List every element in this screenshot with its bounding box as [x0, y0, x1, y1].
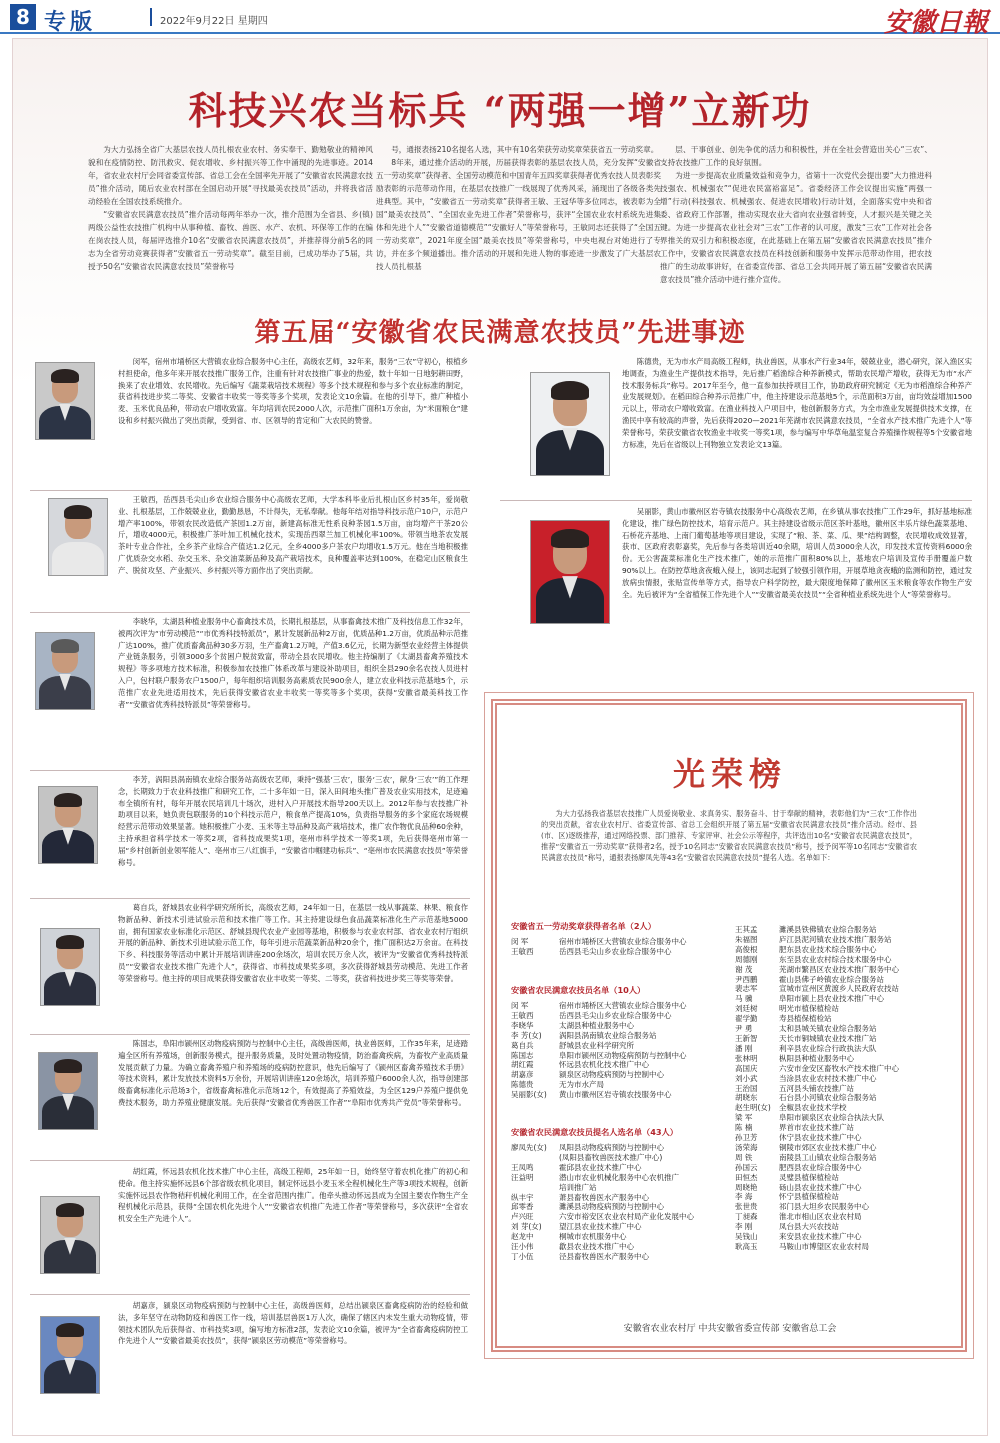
- profile-text: 闵军，宿州市埇桥区大营镇农业综合服务中心主任，高级农艺师，32年来，服务“三农”守初心，根植乡村担使命，他多年来开展农技推广服务工作，注重有针对农技推广事业的热爱，数十年如一日地躬耕田野，换来了农业增效、农民增收。先后编写《蔬菜栽培技术规程》等多个技术规程和参与多个农业标准的制定，获省科技进步奖二等奖、安徽省丰收奖一等奖等多个奖项，发表论文10余篇。在他的引导下，推广种植小麦、玉米优良品种，带动农户增收致富。年均培训农民2000人次，示范推广面积1万余亩，为“米面粮仓”建设和乡村振兴做出了突出贡献，受到省、市、区领导的肯定和广大农民的赞誉。: [118, 357, 468, 425]
- profile-text: 陈国志，阜阳市颍州区动物疫病预防与控制中心主任，高级兽医师，执业兽医师，工作35年来，足迹踏遍全区所有养殖场，创新服务模式，提升服务质量，及时处置动物疫情，防治畜禽疾病，为畜牧产业高质量发展贡献了力量。为确立畜禽养殖户和养殖场的疫病防控意识，他先后编写了《颍州区畜禽养殖技术手册》等技术资料，累计发放技术资料5万余份，开展培训讲座120余场次，培训养殖户6000余人次，指导创建部级畜禽标准化示范场3个，省级畜禽标准化示范场12个，有效提高了养殖效益，为全区129户养殖户提供免费技术服务，助力养殖业健康发展。先后获得“安徽省优秀兽医工作者”“阜阳市优秀共产党员”等荣誉称号。: [118, 1039, 468, 1107]
- roster-row: [511, 1080, 687, 1090]
- roster-row: [511, 937, 687, 947]
- roster-row: [735, 1173, 899, 1183]
- roster-name: 王新智: [735, 1033, 758, 1043]
- roster-organization: 淮北市相山区农业农村局: [779, 1212, 862, 1222]
- roster-row: [511, 1143, 694, 1153]
- roster-row: [735, 1153, 899, 1163]
- roster-row: [735, 935, 899, 945]
- roster-organization: 霍山县佛子岭镇农业综合服务站: [779, 974, 884, 984]
- profile-divider: [30, 490, 470, 491]
- section-name: 专版: [44, 10, 97, 35]
- roster-organization: 砀山县农业技术推广中心: [779, 1182, 862, 1192]
- roster-organization: 涡阳县涡南镇农业综合服务站: [559, 1030, 657, 1040]
- roster-row: [511, 1163, 694, 1173]
- roster-row: [511, 1001, 687, 1011]
- roster-name: 汪益明: [511, 1172, 534, 1182]
- profile-text: 陈德贵，无为市水产局高级工程师，执业兽医，从事水产行业34年，兢兢业业，潜心研究，深入渔区实地调查，为渔业生产提供技术指导，先后推广稻渔综合种养新模式，帮助农民增产增收，获得无为市“水产技术服务标兵”称号。2017年至今，他一直参加扶持项目工作，协助政府研究制定《无为市稻渔综合种养产业发展规划》。在稻田综合种养示范推广中，他主持建设示范基地5个，示范面积3万亩，亩均效益增加1500元以上，带动农户增收致富。在渔业科技入户项目中，他创新服务方式，为全市渔业发展提供技术支撑，在渔民中享有较高的声誉，先后获得2020—2021年芜湖市农民满意农技员，“全省水产技术推广先进个人”等荣誉称号，荣获安徽省农牧渔业丰收奖一等奖1项，参与编写中华草龟温室复合养殖操作规程等5个安徽省地方标准，先后在省级以上刊物独立发表论文13篇。: [622, 357, 972, 449]
- roster-name: 陈 楠: [735, 1123, 753, 1133]
- profile-text: 葛自兵，舒城县农业科学研究所所长，高级农艺师，24年如一日，在基层一线从事蔬菜、林果、粮食作物新品种、新技术引进试验示范和技术推广等工作。其主持建设绿色食品蔬菜标准化生产示范基地5000亩，拥有国家农业标准化示范区、舒城县现代农业产业园等基地，积极参与农业农村部、省农业农村厅组织开展的新品种、新技术引进试验示范工作，每年引进示范蔬菜新品种20余个，推广面积达2万余亩。在科技下乡、科技服务等活动中累计开展培训讲座200余场次，培训农民万余人次，被评为“安徽省优秀科技特派员”“安徽省农业技术推广先进个人”，获得省、市科技成果奖多项，多次获得舒城县劳动模范、先进工作者等荣誉称号。他主持的项目成果获得安徽省农业丰收奖一等奖、二等奖，获省科技进步奖三等奖等荣誉。: [118, 903, 468, 983]
- satisfied-list: [511, 1001, 687, 1100]
- roster-organization: 当涂县农业农村技术推广中心: [779, 1073, 877, 1083]
- roster-row: [511, 1011, 687, 1021]
- roster-name: 王凤鸣: [511, 1162, 534, 1172]
- profile-text: 胡红霞，怀远县农机化技术推广中心主任，高级工程师，25年如一日，始终坚守着农机化推广的初心和使命。他主持实施怀远县6个部省级农机化项目，制定怀远县小麦玉米全程机械化生产等3项技术规程，创新实施怀远县农作物秸秆机械化利用工作，在全省范围内推广。他牵头推动怀远县成为全国主要农作物生产全程机械化示范县，获得“全国农机化先进个人”“安徽省农机推广先进工作者”等荣誉称号，多次获评“全省农机安全生产先进个人”。: [118, 1167, 468, 1224]
- roster-name: 赵龙中: [511, 1232, 534, 1242]
- roster-organization: 岳西县毛尖山乡农业综合服务中心: [559, 946, 672, 956]
- portrait-photo: [48, 498, 108, 576]
- roster-row: [511, 1232, 694, 1242]
- roster-organization: 颍泉区动物疫病预防与控制中心: [559, 1070, 664, 1080]
- profile-text: 胡嘉彦，颍泉区动物疫病预防与控制中心主任，高级兽医师，总结出颍泉区畜禽疫病防治的经验和做法，多年坚守在动物防疫和兽医工作一线，培训基层兽医1万人次，确保了辖区内未发生重大动物疫情，带领技术团队先后获得省、市科技奖3项，编写地方标准2部，发表论文10余篇，被评为“全省畜禽疫病防控工作先进个人”“安徽省最美农技员”，获得“颍泉区劳动模范”等荣誉称号。: [118, 1301, 468, 1346]
- roster-row: [735, 925, 899, 935]
- roster-row: [511, 1252, 694, 1262]
- roster-name: 刘 芽(女): [511, 1222, 542, 1232]
- roster-organization: 肥东县农业技术综合服务中心: [779, 944, 877, 954]
- roster-organization: 舒城县农业科学研究所: [559, 1040, 634, 1050]
- roster-row: [511, 1041, 687, 1051]
- portrait-photo: [40, 928, 100, 1006]
- roster-row: [735, 1103, 899, 1113]
- portrait-photo: [38, 1052, 98, 1130]
- roster-name: 王其孟: [735, 925, 758, 934]
- intro-column-3: [660, 143, 932, 286]
- roster-row: [735, 1093, 899, 1103]
- honor-roll-title: 光荣榜: [672, 755, 787, 793]
- roster-row: [735, 984, 899, 994]
- roster-name: 胡晓东: [735, 1093, 758, 1103]
- roster-organization: 六安市金安区畜牧水产技术推广中心: [779, 1063, 899, 1073]
- roster-row: [735, 1054, 899, 1064]
- roster-organization: 宣城市宣州区黄渡乡人民政府农技站: [779, 984, 899, 994]
- roster-name: 赵生明(女): [735, 1103, 771, 1113]
- roster-name: 高国庆: [735, 1063, 758, 1073]
- roster-row: [511, 1021, 687, 1031]
- roster-organization: 祁门县大坦乡农民服务中心: [779, 1202, 869, 1212]
- satisfied-heading: 安徽省农民满意农技员名单（10人）: [511, 985, 646, 995]
- roster-name: 陈国志: [511, 1050, 534, 1060]
- roster-row: [735, 1212, 899, 1222]
- profile-text: 王敏西，岳西县毛尖山乡农业综合服务中心高级农艺师，大学本科毕业后扎根山区乡村35年，爱岗敬业、扎根基层，工作兢兢业业，勤勤恳恳，不计得失，无私奉献。他每年结对指导科技示范户10户，示范户增产率100%，带领农民改造低产茶园1.2万亩，新建高标准无性系良种茶园1.5万亩，亩均增产干茶20公斤，增收4000元，积极推广茶叶加工机械化技术，实现岳西翠兰加工机械化率100%。带领当地茶农发展茶叶专业合作社，全乡茶产业综合产值达1.2亿元，全乡4000多户茶农户均增收1.5万元。他在当地积极推广优质杂交水稻、杂交玉米、杂交油菜新品种及高产栽培技术，良种覆盖率达到100%，在稳定山区粮食生产、脱贫攻坚、产业振兴、乡村振兴等方面作出了突出贡献。: [118, 495, 468, 575]
- intro-paragraph: 为大力弘扬全省广大基层农技人员扎根农业农村、务实奉干、勤勉敬业的精神风貌和在疫情防控、防汛救灾、促农增收、乡村振兴等工作中涌现的先进事迹。2014年，省农业农村厅会同省委宣传部、省总工会在全国率先开展了“安徽省农民满意农技员”推介活动，随后农业农村部在全国启动开展“寻找最美农技员”活动，并将我省活动经验在全国农技系统推介。: [88, 145, 373, 206]
- roster-name: 耿高玉: [735, 1242, 758, 1251]
- roster-row: [735, 1192, 899, 1202]
- roster-name: 闵 军: [511, 937, 529, 946]
- roster-row: [511, 1222, 694, 1232]
- roster-name: 周德刚: [735, 954, 758, 964]
- masthead: [0, 0, 1000, 38]
- roster-row: [735, 1143, 899, 1153]
- portrait-photo: [38, 786, 98, 864]
- intro-paragraph: 层、干事创业、创先争优的活力和积极性，并在全社会营造出关心“三农”、支持农技推广工作的良好氛围。: [660, 145, 932, 167]
- roster-name: 闵 军: [511, 1001, 529, 1010]
- roster-organization: 全椒县农业技术学校: [779, 1103, 847, 1113]
- roster-organization: 南陵县工山镇农业综合服务站: [779, 1152, 877, 1162]
- intro-column-1: [88, 143, 373, 273]
- nominee-heading: 安徽省农民满意农技员提名人选名单（43人）: [511, 1127, 678, 1137]
- roster-organization: 濉溪县动物疫病预防与控制中心: [559, 1202, 664, 1212]
- honor-roll: [484, 692, 974, 1359]
- roster-name: 吴丽影(女): [511, 1090, 547, 1100]
- roster-name: 刘廷树: [735, 1004, 758, 1014]
- roster-row: [511, 1242, 694, 1252]
- section-subheading: 第五届“安徽省农民满意农技员”先进事迹: [254, 318, 746, 348]
- roster-organization: 马鞍山市博望区农业农村局: [779, 1242, 869, 1251]
- roster-row: [735, 1034, 899, 1044]
- profile-divider: [500, 500, 972, 501]
- roster-name: 汤荣海: [735, 1142, 758, 1152]
- labor-medal-list: [511, 937, 687, 957]
- roster-organization: 石台县小河镇农业综合服务站: [779, 1093, 877, 1103]
- roster-organization: 庐江县泥河镇农业技术推广服务站: [779, 934, 892, 944]
- roster-name: 梁 军: [735, 1113, 753, 1123]
- roster-row: [735, 1064, 899, 1074]
- roster-organization: 濉溪县铁佛镇农业综合服务站: [779, 925, 877, 934]
- roster-organization: 歙县农业技术推广中心: [559, 1242, 634, 1252]
- roster-row: [735, 975, 899, 985]
- roster-organization: 东至县农业农村综合技术服务中心: [779, 954, 892, 964]
- roster-row: [735, 994, 899, 1004]
- portrait-photo: [35, 362, 95, 440]
- roster-organization: 太湖县种植业服务中心: [559, 1020, 634, 1030]
- intro-paragraph: 为进一步提高农业质量效益和竞争力，省第十一次党代会提出要“大力推进科技强农、机械强农”“促进农民富裕富足”。省委经济工作会议提出实施“两强一增”行动(科技强农、机械强农、促进农民增收)行动计划，全面落实党中央和省委、省政府工作部署，推动实现农业大省向农业强省转变，人才振兴是关键之关键。为进一步提高农业社会对“三农”工作者的认可度，激发“三农”工作对社会各界推关的双引力和积极态度，在此基础上在第五届“安徽省农民满意农技员”推介工作中，安徽省农民满意农技员在科技创新和服务中发挥示范带动作用，把农技推广的生动故事讲好，在省委宣传部、省总工会共同开展了第五届“安徽省农民满意农技员”推介活动中进行推介宣传。: [660, 171, 932, 284]
- roster-organization: 望江县农业技术推广中心: [559, 1222, 642, 1232]
- roster-name: 王治国: [735, 1083, 758, 1093]
- roster-row: [735, 1183, 899, 1193]
- roster-name: 李晓华: [511, 1020, 534, 1030]
- roster-organization: 凤阳县动物疫病预防与控制中心: [559, 1143, 664, 1152]
- roster-row: [735, 1202, 899, 1212]
- roster-name: 胡嘉彦: [511, 1070, 534, 1080]
- roster-name: 周晓艳: [735, 1182, 758, 1192]
- profile-divider: [30, 612, 470, 613]
- intro-paragraph: 8年来，通过推介活动的开展，历届获得表彰的基层农技人员，充分发挥“安徽省五一劳动奖章”获得者、全国劳动模范和中国青年五四奖章获得者优秀农技人员表彰奖励表彰的示范带动作用，在基层农技推广一线展现了优秀风采，涌现出了各级各类先进典型。其中，“安徽省五一劳动奖章”获得者王敏、王冠华等多位同志，被表彰为全国“最美农技员”、“全国农业先进工作者”荣誉称号，获评“全国农业农村系统先进集体和先进个人”“安徽省道德模范”“安徽好人”等荣誉称号，王敏同志还获得了“全国五一劳动奖章”，2021年度全国“最美农技员”等荣誉称号，中央电视台对她进行了专访，并在多个频道播出。推介活动的开展和先进人物的事迹进一步激发了广大基层农技人员扎根基: [376, 158, 661, 271]
- intro-column-2: [376, 143, 661, 273]
- portrait-photo: [530, 520, 610, 624]
- roster-organization: 黄山市徽州区岩寺镇农技服务中心: [559, 1090, 672, 1100]
- roster-row: [511, 1173, 694, 1183]
- roster-organization: 凤台县大兴农技站: [779, 1222, 839, 1232]
- roster-organization: 灵璧县植保植检站: [779, 1172, 839, 1182]
- roster-row: [735, 965, 899, 975]
- roster-organization: 明光市植保植检站: [779, 1004, 839, 1014]
- roster-row: [735, 1113, 899, 1123]
- roster-name: 胡红霞: [511, 1060, 534, 1070]
- roster-organization: 利辛县农业综合行政执法大队: [779, 1043, 877, 1053]
- honor-roll-footer: 安徽省农业农村厅 中共安徽省委宣传部 安徽省总工会: [623, 1324, 837, 1334]
- roster-name: 张世贵: [735, 1202, 758, 1212]
- roster-name: 丁昶森: [735, 1212, 758, 1222]
- roster-name: 朱福图: [735, 934, 758, 944]
- labor-medal-heading: 安徽省五一劳动奖章获得者名单（2人）: [511, 921, 656, 931]
- roster-name: 纵丰宇: [511, 1192, 534, 1202]
- roster-organization: 阜阳市颍泉区农业综合执法大队: [779, 1113, 884, 1123]
- roster-name: [511, 1183, 559, 1193]
- roster-organization: 界首市农业技术推广站: [779, 1123, 854, 1133]
- roster-name: 孙卫芳: [735, 1133, 758, 1143]
- roster-organization: 怀宁县植保植检站: [779, 1192, 839, 1202]
- newspaper-logo: 安徽日報: [883, 8, 988, 38]
- roster-organization: 太和县城关镇农业综合服务站: [779, 1024, 877, 1034]
- profile-divider: [30, 770, 470, 771]
- roster-name: 高俊根: [735, 944, 758, 954]
- roster-organization: 枞阳县种植业服务中心: [779, 1053, 854, 1063]
- roster-name: 卢兴旺: [511, 1212, 534, 1222]
- roster-row: [511, 1212, 694, 1222]
- profile-text: 吴丽影，黄山市徽州区岩寺镇农技服务中心高级农艺师，在乡镇从事农技推广工作29年，抓好基地标准化建设，推广绿色防控技术，培育示范户。其主持建设省级示范区茶叶基地，徽州区丰乐片绿色蔬菜基地、石桥花卉基地、上南门葡萄基地等项目建设，实现了“粮、茶、菜、瓜、果”结构调整，农民增收成效显著，获市、区政府表彰嘉奖，先后参与各类培训近40余期，培训人员3000余人次，印发技术宣传资料6000余份。无公害蔬菜标准化生产技术推广，她的示范推广面积80%以上，基地农户培训及宣传手册覆盖户数90%以上。在防控草地贪夜蛾入侵上，该同志起到了较强引领作用，开展草地贪夜蛾的监测和防控，通过发放病虫情报，张贴宣传单等方式，指导农户科学防控，最大限度地保障了徽州区玉米粮食等农作物生产安全。先后被评为“全省植保工作先进个人”“安徽省最美农技员”“全省种植业系统先进个人”等荣誉称号。: [622, 507, 972, 599]
- roster-organization: 怀远县农机化技术推广中心: [559, 1060, 649, 1070]
- roster-organization: 桐城市农机服务中心: [559, 1232, 627, 1242]
- roster-row: [511, 1090, 687, 1100]
- roster-name: 潘 刚: [735, 1043, 753, 1053]
- roster-name: 汪小伟: [511, 1242, 534, 1252]
- roster-row: [735, 1004, 899, 1014]
- roster-name: 王敏西: [511, 946, 534, 956]
- roster-organization: 来安县农业技术推广中心: [779, 1232, 862, 1242]
- roster-name: [511, 1153, 559, 1163]
- honor-roll-intro: 为大力弘扬我省基层农技推广人员爱岗敬业、求真务实、服务奋斗、甘于奉献的精神，表彰他们为“三农”工作作出的突出贡献，省农业农村厅、省委宣传部、省总工会组织开展了第五届“安徽省农民满意农技员”推介活动。经市、县(市、区)逐级推荐，通过网络投票、部门推荐、专家评审、社会公示等程序，共评选出10名“安徽省农民满意农技员”，推荐“安徽省五一劳动奖章”获得者2名，授予10名同志“安徽省农民满意农技员”称号，授予闵军等10名同志“安徽省农民满意农技员”称号，通报表扬廖凤先等43名“安徽省农民满意农技员”提名人选。名单如下：: [541, 809, 917, 862]
- roster-organization: 铜陵市郊区农业技术推广中心: [779, 1142, 877, 1152]
- profile-text: 李芳，涡阳县涡南镇农业综合服务站高级农艺师，秉持“强基‘三农’，服务‘三农’，献身‘三农’”的工作理念，长期致力于农业科技推广和研究工作，二十多年如一日，深入田间地头推广普及农业实用技术，足迹遍布全镇所有村，每年开展农民培训几十场次，进村入户开展技术指导200天以上。2012年参与农技推广补助项目以来，她负责包联服务的10个科技示范户，粮食单产提高10%，负责指导服务的多个家庭农场规模经营示范带动效果显著。她积极推广小麦、玉米等主导品种及高产栽培技术，推广农作物优良品种60余种，主持承担省科学技术一等奖2项，省科技成果奖1项，亳州市科学技术一等奖1项，先后获得亳州市第一届“乡村创新创业领军能人”、亳州市三八红旗手，“安徽省巾帼建功标兵”、“亳州市农民满意农技员”等荣誉称号。: [118, 775, 468, 867]
- roster-row: [511, 1070, 687, 1080]
- roster-row: [735, 1133, 899, 1143]
- intro-paragraph: “安徽省农民满意农技员”推介活动每两年举办一次，推介范围为全省县、乡(镇)两级公益性农技推广机构中从事种植、畜牧、兽医、水产、农机、环保等工作的在编在岗农技人员，每届评选推介10名“安徽省农民满意农技员”，并推荐得分前5名的同志为全省劳动竞赛获得者“安徽省五一劳动奖章”。截至目前，已成功举办了5届，共授予50名“安徽省农民满意农技员”荣誉称号: [88, 210, 373, 271]
- roster-organization: 培训推广站: [559, 1182, 597, 1192]
- roster-name: 李 刚: [735, 1222, 753, 1232]
- roster-name: 刘小武: [735, 1073, 758, 1083]
- roster-organization: 无为市水产局: [559, 1080, 604, 1090]
- roster-row: [511, 1183, 694, 1193]
- roster-row: [735, 1024, 899, 1034]
- roster-organization: 阜阳市颍上县农业技术推广中心: [779, 994, 884, 1004]
- roster-name: 裴志军: [735, 984, 758, 994]
- portrait-photo: [530, 372, 610, 476]
- nominee-list-right: [735, 925, 899, 1252]
- roster-organization: 芜湖市繁昌区农业技术推广服务中心: [779, 964, 899, 974]
- page-number: 8: [10, 4, 36, 30]
- roster-row: [735, 955, 899, 965]
- roster-organization: (凤阳县畜牧兽医技术推广中心): [559, 1152, 663, 1162]
- roster-row: [735, 1074, 899, 1084]
- portrait-photo: [35, 632, 95, 710]
- portrait-photo: [40, 1316, 100, 1394]
- roster-row: [735, 1084, 899, 1094]
- roster-organization: 宿州市埇桥区大营镇农业综合服务中心: [559, 1001, 687, 1010]
- roster-row: [735, 1163, 899, 1173]
- roster-organization: 宿州市埇桥区大营镇农业综合服务中心: [559, 937, 687, 946]
- page-headline: 科技兴农当标兵 “两强一增”立新功: [188, 88, 812, 133]
- roster-name: 李 芳(女): [511, 1030, 542, 1040]
- roster-organization: 潜山市农业机械化服务中心农机推广: [559, 1172, 679, 1182]
- roster-name: 廖凤先(女): [511, 1143, 547, 1152]
- roster-name: 周 铁: [735, 1152, 753, 1162]
- roster-row: [511, 1060, 687, 1070]
- roster-row: [511, 947, 687, 957]
- roster-organization: 岳西县毛尖山乡农业综合服务中心: [559, 1010, 672, 1020]
- roster-organization: 阜阳市颍州区动物疫病预防与控制中心: [559, 1050, 687, 1060]
- roster-row: [511, 1153, 694, 1163]
- roster-organization: 萧县畜牧兽医水产服务中心: [559, 1192, 649, 1202]
- roster-name: 张林明: [735, 1053, 758, 1063]
- roster-row: [735, 1232, 899, 1242]
- roster-organization: 六安市裕安区农业农村局产业化发展中心: [559, 1212, 694, 1222]
- roster-organization: 五河县头铺农技推广站: [779, 1083, 854, 1093]
- roster-name: 谢 茂: [735, 964, 753, 974]
- roster-name: 田恒杰: [735, 1172, 758, 1182]
- roster-row: [735, 1044, 899, 1054]
- roster-name: 尹西鹏: [735, 974, 758, 984]
- profile-divider: [30, 898, 470, 899]
- roster-row: [735, 1123, 899, 1133]
- roster-name: 尹 勇: [735, 1024, 753, 1034]
- roster-row: [735, 1242, 899, 1252]
- profile-divider: [30, 1294, 470, 1295]
- masthead-divider: [150, 8, 152, 26]
- roster-name: 翟学勤: [735, 1014, 758, 1024]
- intro-paragraph: 号，通报表扬210名提名人选，其中有10名荣获劳动奖章荣获省五一劳动奖章。: [391, 145, 659, 154]
- roster-organization: 肥西县农业综合服务中心: [779, 1162, 862, 1172]
- roster-organization: 霍邱县农业技术推广中心: [559, 1162, 642, 1172]
- roster-row: [735, 945, 899, 955]
- roster-name: 葛自兵: [511, 1040, 534, 1050]
- roster-organization: 泾县畜牧兽医水产服务中心: [559, 1251, 649, 1261]
- roster-name: 马 骥: [735, 994, 753, 1004]
- roster-row: [735, 1014, 899, 1024]
- roster-organization: 天长市铜城镇农业技术推广站: [779, 1033, 877, 1043]
- roster-name: 孙国云: [735, 1162, 758, 1172]
- roster-organization: 休宁县农业技术推广中心: [779, 1133, 862, 1143]
- roster-organization: 寿县植保植检站: [779, 1014, 832, 1024]
- profile-divider: [30, 1034, 470, 1035]
- roster-row: [735, 1222, 899, 1232]
- issue-date: 2022年9月22日 星期四: [160, 16, 268, 27]
- roster-row: [511, 1193, 694, 1203]
- roster-name: 陈德贵: [511, 1080, 534, 1090]
- profile-text: 李晓华，太湖县种植业服务中心畜禽技术员，长期扎根基层，从事畜禽技术推广及科技信息工作32年，被两次评为“市劳动模范”“市优秀科技特派员”，累计发展新品种2万亩，优质品种1.2万亩，优质品种示范推广达100%，推广优质畜禽品种30多万羽，生产畜禽1.2万吨，产值3.6亿元，长期为新型农业经营主体提供产业链条服务，引领3000多个贫困户脱贫致富，带动全县农民增收。他主持编制了《太湖县畜禽养殖技术规程》等多项地方技术标准，积极参加农技推广体系改革与建设补助项目，组织全县290余名农技人员进村入户，包村联户服务农户1500户，每年组织培训服务高素质农民900余人，建立农业科技示范基地5个，示范推广农业先进适用技术，先后获得安徽省农业丰收奖一等奖等多个奖项，获得“安徽省最美科技工作者”“安徽省优秀科技特派员”等荣誉称号。: [118, 617, 468, 709]
- roster-name: 李 海: [735, 1192, 753, 1202]
- nominee-list-left: [511, 1143, 694, 1262]
- portrait-photo: [40, 1196, 100, 1274]
- roster-row: [511, 1031, 687, 1041]
- roster-row: [511, 1202, 694, 1212]
- roster-name: 王敏西: [511, 1010, 534, 1020]
- roster-name: 邱零香: [511, 1202, 534, 1212]
- profile-divider: [30, 1160, 470, 1161]
- roster-name: 丁小伍: [511, 1251, 534, 1261]
- roster-name: 吴钱山: [735, 1232, 758, 1242]
- roster-row: [511, 1051, 687, 1061]
